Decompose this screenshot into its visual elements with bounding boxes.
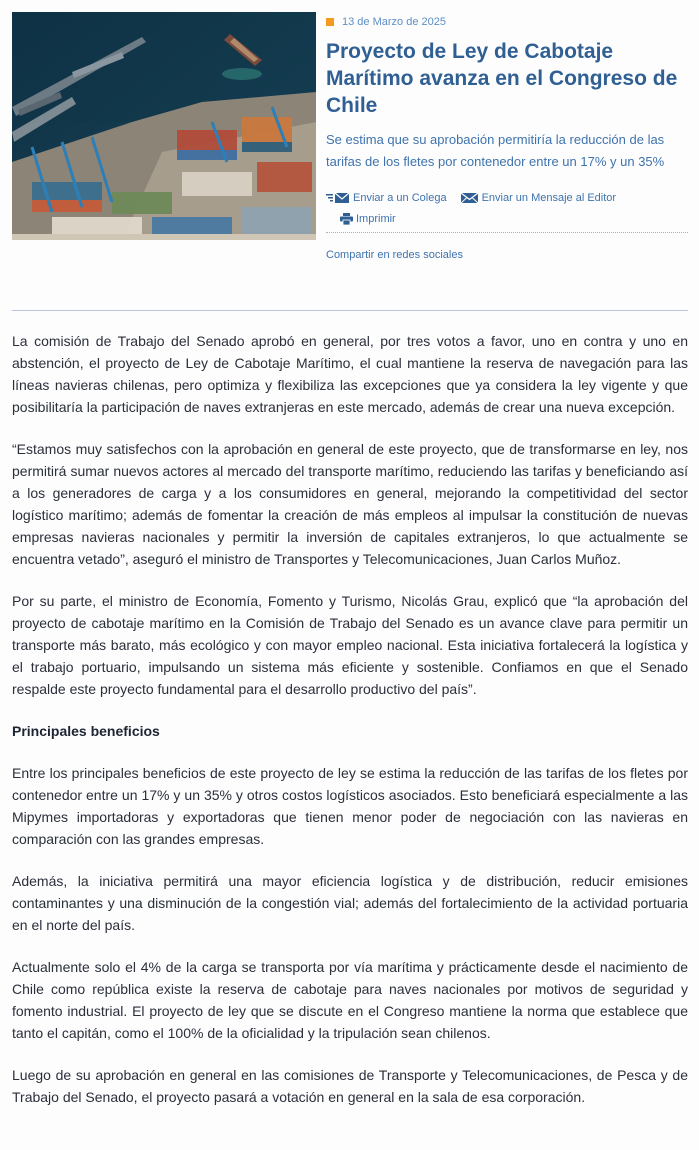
- port-aerial-photo: [12, 12, 316, 240]
- forward-mail-icon: [326, 192, 350, 204]
- action-row-print: [326, 208, 688, 229]
- article-meta: [326, 12, 688, 261]
- paragraph: Entre los principales beneficios de este proyecto de ley se estima la reducción de las tarifas de los fletes por contenedor entre un 17% y un 35% y otros costos logísticos asociados. Esto beneficiará especialmente a las Mipymes importadoras y exportadoras que tienen menor poder de negociación con las navieras en comparación con las grandes empresas.: [12, 765, 688, 847]
- paragraph: La comisión de Trabajo del Senado aprobó en general, por tres votos a favor, uno en contra y uno en abstención, el proyecto de Ley de Cabotaje Marítimo, el cual mantiene la reserva de navegación para las líneas navieras chilenas, pero optimiza y flexibiliza las excepciones que ya considera la ley vigente y que posibilitaría la participación de naves extranjeras en este mercado, además de crear una nueva excepción.: [12, 333, 688, 415]
- paragraph: Además, la iniciativa permitirá una mayor eficiencia logística y de distribución, reducir emisiones contaminantes y una disminución de la congestión vial; además del fortalecimiento de la actividad portuaria en el norte del país.: [12, 873, 688, 933]
- article-date: 13 de Marzo de 2025: [342, 16, 446, 28]
- article-title: Proyecto de Ley de Cabotaje Marítimo avanza en el Congreso de Chile: [326, 40, 678, 117]
- section-heading: Principales beneficios: [12, 723, 160, 739]
- port-aerial-image: [12, 12, 316, 240]
- paragraph: “Estamos muy satisfechos con la aprobación en general de este proyecto, que de transformarse en ley, nos permitirá sumar nuevos actores al mercado del transporte marítimo, reduciendo las tarifas y beneficiando así a los generadores de carga y a los consumidores en general, mejorando la competitividad del sector logístico marítimo; además de fomentar la creación de más empleos al impulsar la constitución de nuevas empresas navieras nacionales y permitir la inversión de capitales extranjeros, lo que actualmente se encuentra vetado”, aseguró el ministro de Transportes y Telecomunicaciones, Juan Carlos Muñoz.: [12, 441, 688, 567]
- send-editor-link[interactable]: [461, 192, 617, 204]
- header-separator: [12, 310, 688, 311]
- print-link[interactable]: [340, 213, 396, 225]
- send-colleague-label: Enviar a un Colega: [353, 191, 447, 204]
- article-body: [12, 330, 688, 1128]
- share-social-link[interactable]: Compartir en redes sociales: [326, 249, 463, 261]
- action-row-send: [326, 187, 688, 208]
- article-actions: [326, 187, 688, 261]
- print-label: Imprimir: [356, 212, 396, 225]
- paragraph: Por su parte, el ministro de Economía, Fomento y Turismo, Nicolás Grau, explicó que “la aprobación del proyecto de cabotaje marítimo en la Comisión de Trabajo del Senado es un avance clave para permitir un transporte más barato, más ecológico y con mayor empleo nacional. Esta iniciativa fortalecerá la logística y el trabajo portuario, impulsando un sistema más eficiente y sostenible. Confiamos en que el Senado respalde este proyecto fundamental para el desarrollo productivo del país”.: [12, 593, 688, 697]
- send-editor-label: Enviar un Mensaje al Editor: [481, 191, 617, 204]
- paragraph: Luego de su aprobación en general en las comisiones de Transporte y Telecomunicaciones, de Pesca y de Trabajo del Senado, el proyecto pasará a votación en general en la sala de esa corporación.: [12, 1067, 688, 1105]
- date-marker-icon: [326, 18, 334, 26]
- article-lede: Se estima que su aprobación permitiría la reducción de las tarifas de los fletes por contenedor entre un 17% y un 35%: [326, 132, 665, 169]
- send-colleague-link[interactable]: [326, 192, 447, 204]
- paragraph: Actualmente solo el 4% de la carga se transporta por vía marítima y prácticamente desde el nacimiento de Chile como república existe la reserva de cabotaje para naves nacionales por motivos de seguridad y fomento industrial. El proyecto de ley que se discute en el Congreso mantiene la norma que establece que tanto el capitán, como el 100% de la oficialidad y la tripulación sean chilenos.: [12, 959, 688, 1041]
- date-row: [326, 12, 688, 32]
- printer-icon: [340, 213, 353, 225]
- actions-divider: [326, 232, 688, 233]
- envelope-icon: [461, 192, 479, 204]
